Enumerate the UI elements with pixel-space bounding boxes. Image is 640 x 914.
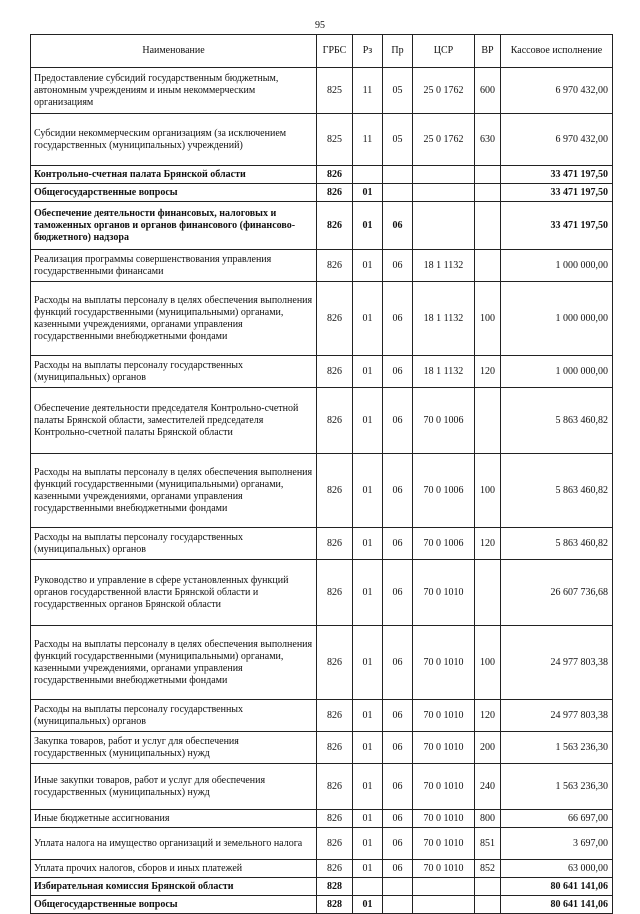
cell-amount: 24 977 803,38 bbox=[501, 700, 613, 732]
cell-vr bbox=[475, 560, 501, 626]
header-csr: ЦСР bbox=[413, 35, 475, 68]
cell-pr: 06 bbox=[383, 626, 413, 700]
table-row bbox=[31, 356, 613, 388]
cell-name: Общегосударственные вопросы bbox=[31, 896, 317, 914]
cell-name: Руководство и управление в сфере установленных функций органов государственной власти Брянской области и государственных органов Брянской области bbox=[31, 560, 317, 626]
cell-vr bbox=[475, 878, 501, 896]
table-row bbox=[31, 68, 613, 114]
cell-name: Иные бюджетные ассигнования bbox=[31, 810, 317, 828]
header-rz: Рз bbox=[353, 35, 383, 68]
cell-pr: 06 bbox=[383, 356, 413, 388]
cell-csr: 25 0 1762 bbox=[413, 68, 475, 114]
cell-csr: 70 0 1010 bbox=[413, 732, 475, 764]
cell-amount: 6 970 432,00 bbox=[501, 68, 613, 114]
cell-rz bbox=[353, 166, 383, 184]
page-number: 95 bbox=[315, 20, 325, 31]
cell-pr: 06 bbox=[383, 388, 413, 454]
cell-rz: 01 bbox=[353, 810, 383, 828]
cell-pr: 06 bbox=[383, 828, 413, 860]
table-row bbox=[31, 764, 613, 810]
cell-rz: 01 bbox=[353, 388, 383, 454]
cell-vr bbox=[475, 388, 501, 454]
cell-grbs: 826 bbox=[317, 810, 353, 828]
cell-vr: 100 bbox=[475, 454, 501, 528]
cell-csr bbox=[413, 184, 475, 202]
cell-grbs: 826 bbox=[317, 388, 353, 454]
cell-csr: 70 0 1010 bbox=[413, 828, 475, 860]
cell-rz: 01 bbox=[353, 560, 383, 626]
cell-grbs: 826 bbox=[317, 184, 353, 202]
header-vr: ВР bbox=[475, 35, 501, 68]
cell-amount: 63 000,00 bbox=[501, 860, 613, 878]
cell-vr: 100 bbox=[475, 626, 501, 700]
cell-pr: 06 bbox=[383, 202, 413, 250]
table-row bbox=[31, 114, 613, 166]
cell-grbs: 826 bbox=[317, 356, 353, 388]
cell-rz: 01 bbox=[353, 454, 383, 528]
cell-csr: 70 0 1006 bbox=[413, 528, 475, 560]
cell-grbs: 828 bbox=[317, 878, 353, 896]
cell-rz: 01 bbox=[353, 896, 383, 914]
cell-name: Закупка товаров, работ и услуг для обеспечения государственных (муниципальных) нужд bbox=[31, 732, 317, 764]
cell-csr bbox=[413, 202, 475, 250]
cell-pr: 06 bbox=[383, 860, 413, 878]
table-row bbox=[31, 388, 613, 454]
cell-grbs: 828 bbox=[317, 896, 353, 914]
cell-amount: 5 863 460,82 bbox=[501, 454, 613, 528]
cell-csr: 70 0 1010 bbox=[413, 860, 475, 878]
cell-rz: 01 bbox=[353, 184, 383, 202]
cell-pr: 06 bbox=[383, 528, 413, 560]
cell-name: Иные закупки товаров, работ и услуг для обеспечения государственных (муниципальных) нужд bbox=[31, 764, 317, 810]
cell-csr bbox=[413, 166, 475, 184]
cell-grbs: 826 bbox=[317, 560, 353, 626]
cell-pr: 06 bbox=[383, 764, 413, 810]
cell-grbs: 826 bbox=[317, 454, 353, 528]
cell-vr: 120 bbox=[475, 700, 501, 732]
cell-vr bbox=[475, 166, 501, 184]
table-row bbox=[31, 202, 613, 250]
cell-csr: 25 0 1762 bbox=[413, 114, 475, 166]
cell-vr bbox=[475, 250, 501, 282]
cell-amount: 33 471 197,50 bbox=[501, 166, 613, 184]
cell-pr: 06 bbox=[383, 700, 413, 732]
cell-name: Контрольно-счетная палата Брянской области bbox=[31, 166, 317, 184]
cell-csr: 18 1 1132 bbox=[413, 250, 475, 282]
table-row bbox=[31, 560, 613, 626]
cell-pr bbox=[383, 878, 413, 896]
cell-name: Расходы на выплаты персоналу государственных (муниципальных) органов bbox=[31, 356, 317, 388]
cell-amount: 26 607 736,68 bbox=[501, 560, 613, 626]
cell-rz: 11 bbox=[353, 114, 383, 166]
cell-csr: 70 0 1010 bbox=[413, 626, 475, 700]
cell-amount: 5 863 460,82 bbox=[501, 528, 613, 560]
cell-amount: 80 641 141,06 bbox=[501, 878, 613, 896]
cell-name: Расходы на выплаты персоналу в целях обеспечения выполнения функций государственными (муниципальными) органами, казенными учреждениями, органами управления государственными внебюджетными фондами bbox=[31, 454, 317, 528]
header-grbs: ГРБС bbox=[317, 35, 353, 68]
cell-csr: 70 0 1006 bbox=[413, 454, 475, 528]
cell-grbs: 826 bbox=[317, 626, 353, 700]
cell-name: Уплата прочих налогов, сборов и иных платежей bbox=[31, 860, 317, 878]
table-row bbox=[31, 700, 613, 732]
cell-vr bbox=[475, 184, 501, 202]
cell-csr: 70 0 1006 bbox=[413, 388, 475, 454]
cell-name: Общегосударственные вопросы bbox=[31, 184, 317, 202]
cell-amount: 6 970 432,00 bbox=[501, 114, 613, 166]
cell-name: Предоставление субсидий государственным бюджетным, автономным учреждениям и иным некоммерческим организациям bbox=[31, 68, 317, 114]
cell-name: Уплата налога на имущество организаций и земельного налога bbox=[31, 828, 317, 860]
cell-name: Избирательная комиссия Брянской области bbox=[31, 878, 317, 896]
header-amount: Кассовое исполнение bbox=[501, 35, 613, 68]
table-row bbox=[31, 184, 613, 202]
table-row bbox=[31, 860, 613, 878]
cell-csr: 18 1 1132 bbox=[413, 282, 475, 356]
cell-rz: 01 bbox=[353, 250, 383, 282]
table-row bbox=[31, 828, 613, 860]
cell-amount: 3 697,00 bbox=[501, 828, 613, 860]
cell-vr: 852 bbox=[475, 860, 501, 878]
budget-table bbox=[30, 34, 613, 914]
cell-amount: 1 000 000,00 bbox=[501, 250, 613, 282]
cell-pr: 06 bbox=[383, 810, 413, 828]
cell-vr: 851 bbox=[475, 828, 501, 860]
cell-pr: 06 bbox=[383, 560, 413, 626]
cell-vr: 600 bbox=[475, 68, 501, 114]
cell-grbs: 826 bbox=[317, 860, 353, 878]
cell-name: Реализация программы совершенствования управления государственными финансами bbox=[31, 250, 317, 282]
cell-grbs: 826 bbox=[317, 828, 353, 860]
cell-rz: 01 bbox=[353, 860, 383, 878]
cell-rz: 01 bbox=[353, 828, 383, 860]
cell-vr: 100 bbox=[475, 282, 501, 356]
cell-grbs: 826 bbox=[317, 764, 353, 810]
table-row bbox=[31, 166, 613, 184]
cell-grbs: 826 bbox=[317, 202, 353, 250]
cell-rz: 01 bbox=[353, 282, 383, 356]
cell-name: Субсидии некоммерческим организациям (за исключением государственных (муниципальных) учреждений) bbox=[31, 114, 317, 166]
cell-vr: 120 bbox=[475, 528, 501, 560]
cell-name: Обеспечение деятельности финансовых, налоговых и таможенных органов и органов финансового (финансово-бюджетного) надзора bbox=[31, 202, 317, 250]
cell-grbs: 826 bbox=[317, 282, 353, 356]
cell-grbs: 825 bbox=[317, 114, 353, 166]
cell-vr: 240 bbox=[475, 764, 501, 810]
cell-grbs: 826 bbox=[317, 166, 353, 184]
cell-pr bbox=[383, 166, 413, 184]
cell-vr bbox=[475, 202, 501, 250]
table-row bbox=[31, 626, 613, 700]
table-row bbox=[31, 528, 613, 560]
cell-vr: 200 bbox=[475, 732, 501, 764]
table-row bbox=[31, 282, 613, 356]
table-row bbox=[31, 250, 613, 282]
cell-vr: 120 bbox=[475, 356, 501, 388]
cell-rz: 01 bbox=[353, 700, 383, 732]
cell-name: Обеспечение деятельности председателя Контрольно-счетной палаты Брянской области, заместителей председателя Контрольно-счетной палаты Брянской области bbox=[31, 388, 317, 454]
cell-rz: 01 bbox=[353, 626, 383, 700]
cell-pr: 06 bbox=[383, 282, 413, 356]
cell-pr: 06 bbox=[383, 732, 413, 764]
cell-rz: 01 bbox=[353, 356, 383, 388]
cell-rz: 01 bbox=[353, 528, 383, 560]
cell-amount: 5 863 460,82 bbox=[501, 388, 613, 454]
cell-amount: 66 697,00 bbox=[501, 810, 613, 828]
table-row bbox=[31, 810, 613, 828]
cell-pr: 05 bbox=[383, 114, 413, 166]
cell-name: Расходы на выплаты персоналу в целях обеспечения выполнения функций государственными (муниципальными) органами, казенными учреждениями, органами управления государственными внебюджетными фондами bbox=[31, 626, 317, 700]
cell-grbs: 826 bbox=[317, 700, 353, 732]
cell-vr: 800 bbox=[475, 810, 501, 828]
cell-pr: 05 bbox=[383, 68, 413, 114]
cell-rz: 01 bbox=[353, 732, 383, 764]
table-row bbox=[31, 878, 613, 896]
cell-csr: 70 0 1010 bbox=[413, 700, 475, 732]
cell-csr bbox=[413, 878, 475, 896]
cell-csr: 70 0 1010 bbox=[413, 810, 475, 828]
cell-amount: 1 563 236,30 bbox=[501, 732, 613, 764]
cell-rz bbox=[353, 878, 383, 896]
cell-grbs: 826 bbox=[317, 732, 353, 764]
cell-grbs: 826 bbox=[317, 528, 353, 560]
cell-name: Расходы на выплаты персоналу государственных (муниципальных) органов bbox=[31, 700, 317, 732]
cell-amount: 33 471 197,50 bbox=[501, 184, 613, 202]
cell-grbs: 826 bbox=[317, 250, 353, 282]
cell-amount: 1 000 000,00 bbox=[501, 282, 613, 356]
table-row bbox=[31, 732, 613, 764]
cell-grbs: 825 bbox=[317, 68, 353, 114]
cell-csr: 18 1 1132 bbox=[413, 356, 475, 388]
cell-name: Расходы на выплаты персоналу в целях обеспечения выполнения функций государственными (муниципальными) органами, казенными учреждениями, органами управления государственными внебюджетными фондами bbox=[31, 282, 317, 356]
table-row bbox=[31, 454, 613, 528]
cell-amount: 1 000 000,00 bbox=[501, 356, 613, 388]
header-name: Наименование bbox=[31, 35, 317, 68]
cell-pr: 06 bbox=[383, 250, 413, 282]
cell-rz: 11 bbox=[353, 68, 383, 114]
cell-pr bbox=[383, 184, 413, 202]
cell-csr: 70 0 1010 bbox=[413, 764, 475, 810]
cell-amount: 24 977 803,38 bbox=[501, 626, 613, 700]
cell-name: Расходы на выплаты персоналу государственных (муниципальных) органов bbox=[31, 528, 317, 560]
table-header-row bbox=[31, 35, 613, 68]
header-pr: Пр bbox=[383, 35, 413, 68]
cell-amount: 33 471 197,50 bbox=[501, 202, 613, 250]
cell-rz: 01 bbox=[353, 202, 383, 250]
cell-pr: 06 bbox=[383, 454, 413, 528]
cell-rz: 01 bbox=[353, 764, 383, 810]
cell-amount: 1 563 236,30 bbox=[501, 764, 613, 810]
cell-amount: 80 641 141,06 bbox=[501, 896, 613, 914]
cell-vr: 630 bbox=[475, 114, 501, 166]
cell-csr: 70 0 1010 bbox=[413, 560, 475, 626]
